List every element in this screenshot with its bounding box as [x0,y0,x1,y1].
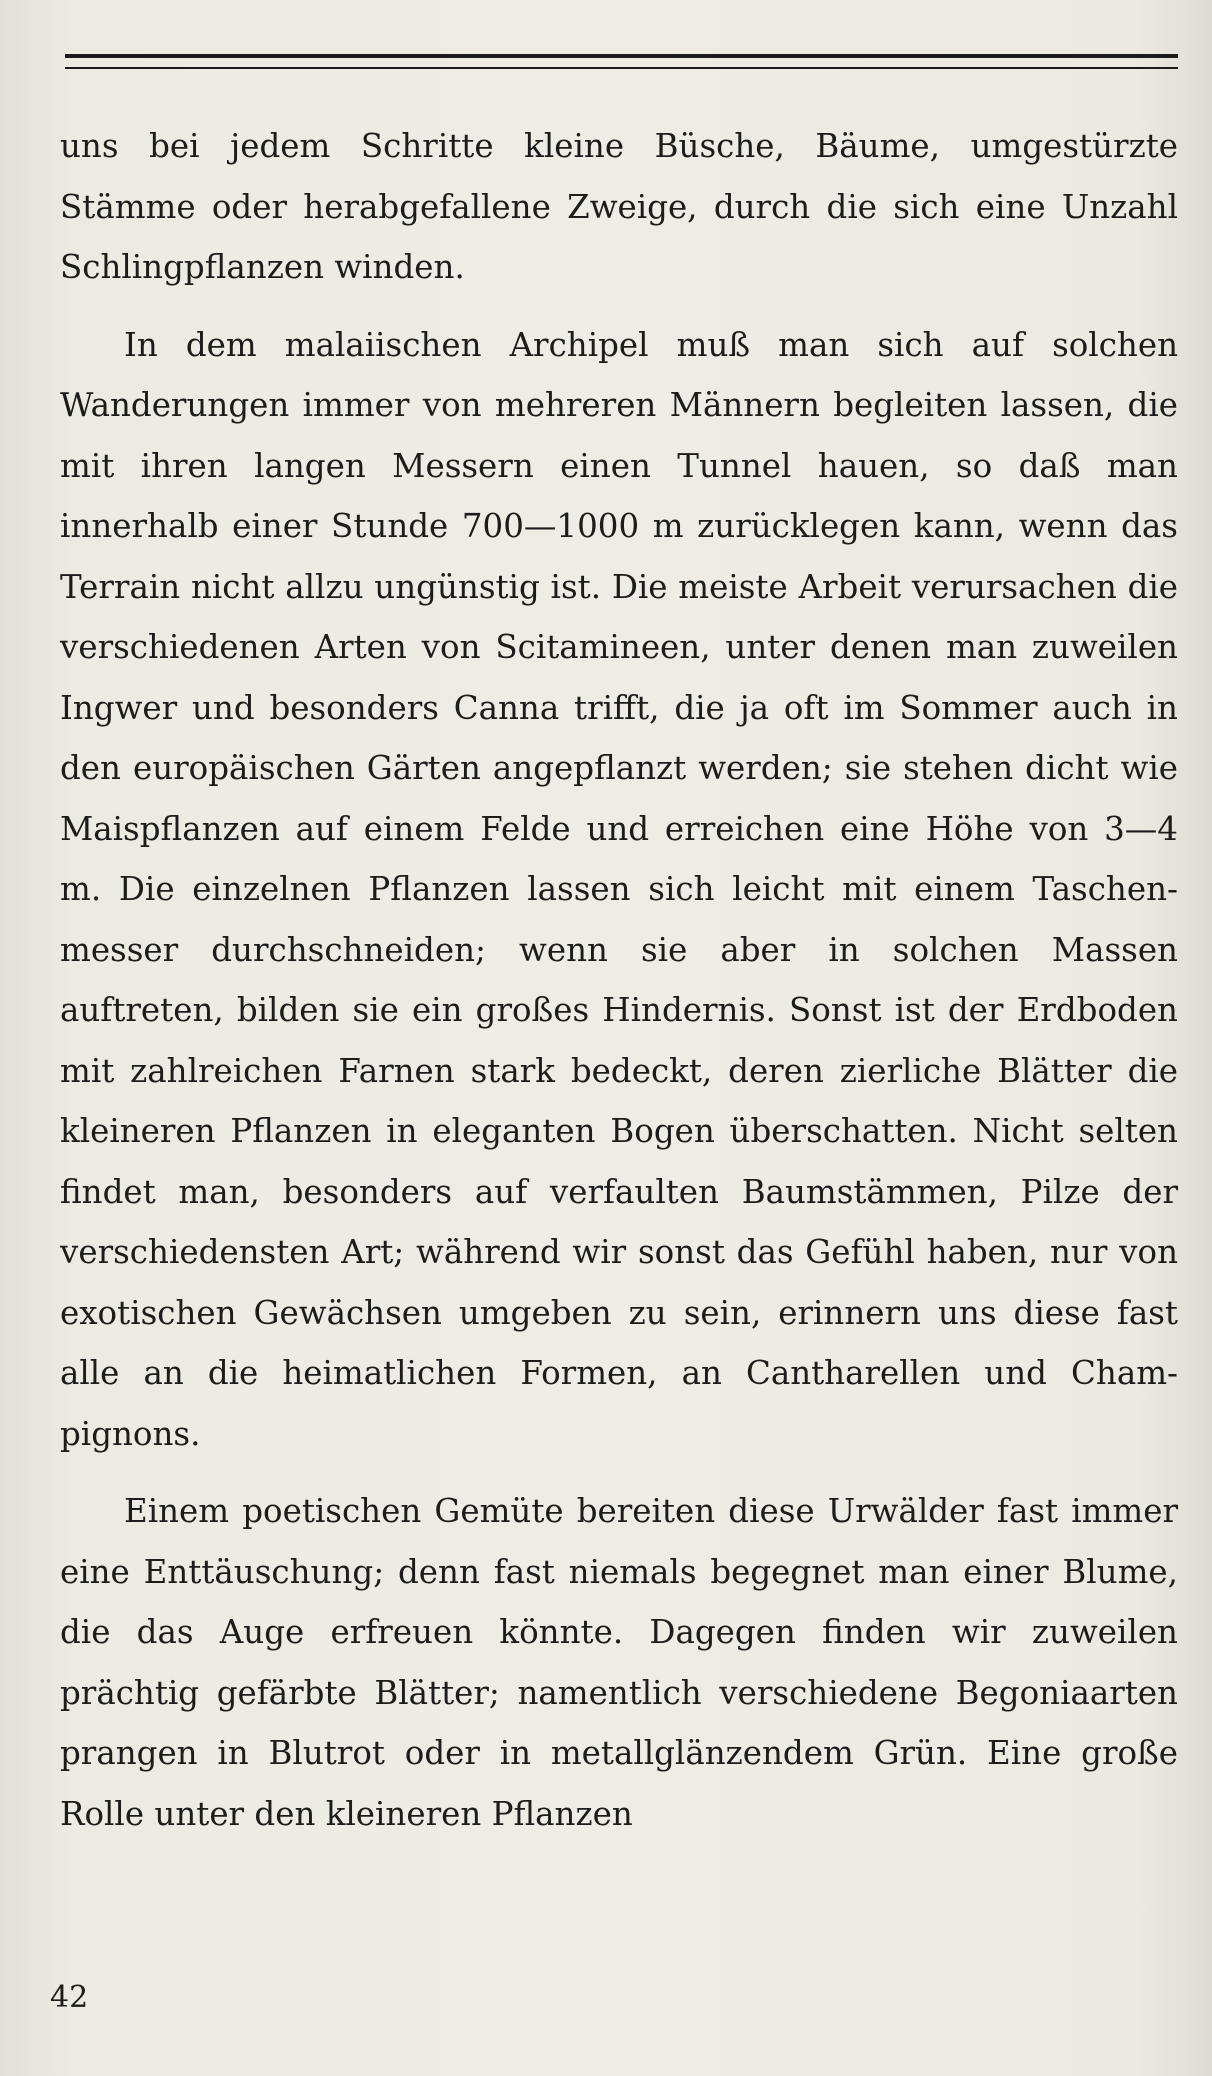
header-rule-thin [65,67,1178,69]
page-number: 42 [50,1980,89,2015]
paragraph-urwaelder: Einem poetischen Gemüte bereiten diese Urwälder fast immer eine Enttäuschung; denn fast niemals begegnet man einer Blume, die das Auge erfreuen könnte. Dagegen finden wir zuweilen prächtig gefärbte Blätter; namentlich verschiedene Begoniaarten prangen in Blutrot oder in metallglänzendem Grün. Eine große Rolle unter den kleineren Pflanzen [60,1492,1178,1833]
body-text [60,116,1178,1861]
paragraph-continuation: uns bei jedem Schritte kleine Büsche, Bäume, umgestürzte Stämme oder herabgefallene Zweige, durch die sich eine Unzahl Schlingpflanzen winden. [60,127,1178,286]
paragraph-archipel: In dem malaiischen Archipel muß man sich auf solchen Wanderungen immer von mehreren Männern begleiten lassen, die mit ihren langen Messern einen Tunnel hauen, so daß man innerhalb einer Stunde 700—1000 m zurücklegen kann, wenn das Terrain nicht allzu ungünstig ist. Die meiste Arbeit verursachen die verschiedenen Arten von Scitamineen, unter denen man zuweilen Ingwer und besonders Canna trifft, die ja oft im Sommer auch in den europäischen Gärten angepflanzt werden; sie stehen dicht wie Maispflanzen auf einem Felde und erreichen eine Höhe von 3—4 m. Die einzelnen Pflanzen lassen sich leicht mit einem Taschenmesser durchschneiden; wenn sie aber in solchen Massen auftreten, bilden sie ein großes Hindernis. Sonst ist der Erdboden mit zahlreichen Farnen stark bedeckt, deren zierliche Blätter die kleineren Pflanzen in eleganten Bogen überschatten. Nicht selten findet man, besonders auf verfaulten Baumstämmen, Pilze der verschiedensten Art; während wir sonst das Gefühl haben, nur von exotischen Gewächsen umgeben zu sein, erinnern uns diese fast alle an die heimatlichen Formen, an Cantharellen und Champignons. [60,325,1178,1453]
header-rule-thick [65,54,1178,58]
